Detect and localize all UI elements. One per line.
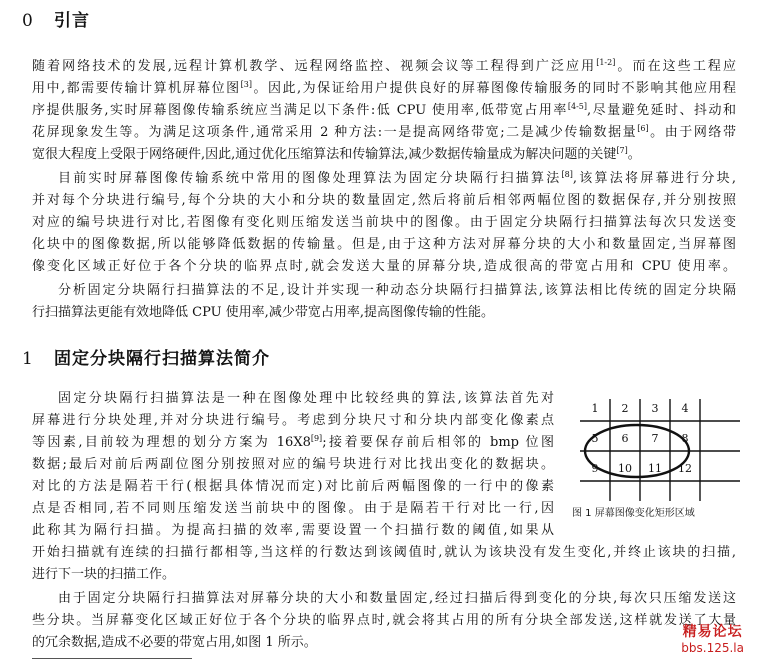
footnote-divider (32, 658, 192, 659)
text-line: 等因素,目前较为理想的划分方案为 16X8[9];接着要保存前后相邻的 bmp 位图 (32, 434, 554, 450)
text-line: 点是否相同,若不同则压缩发送当前块中的图像。由于是隔若干行对比一行,因 (32, 501, 554, 516)
text-line: 对比的方法是隔若干行(根据具体情况而定)对比前后两幅图像的一行中的像素 (32, 479, 554, 494)
text-line: 行扫描算法更能有效地降低 CPU 使用率,减少带宽占用率,提高图像传输的性能。 (32, 305, 494, 320)
section-title: 固定分块隔行扫描算法简介 (54, 349, 270, 369)
text-line: 像变化区域正好位于各个分块的临界点时,就会发送大量的屏幕分块,造成很高的带宽占用和 CPU 使用率。 (32, 259, 736, 274)
section-number: 1 (22, 349, 34, 369)
block-label: 12 (678, 462, 692, 475)
text-line: 并对每个分块进行编号,每个分块的大小和分块的数量固定,然后将前后相邻两幅位图的数据保存,并分别按照 (32, 193, 736, 208)
text-line: 此称其为隔行扫描。为提高扫描的效率,需要设置一个扫描行数的阈值,如果从 (32, 523, 554, 538)
text-line: 对应的编号块进行对比,若图像有变化则压缩发送当前块中的图像。由于固定分块隔行扫描算法每次只发送变 (32, 215, 736, 230)
block-label: 2 (621, 402, 629, 415)
text-line: 数据;最后对前后两副位图分别按照对应的编号块进行对比找出变化的数据块。 (32, 457, 554, 472)
figure-1-caption: 图 1 屏幕图像变化矩形区域 (572, 508, 695, 519)
watermark-title: 精易论坛 (682, 624, 743, 640)
block-label: 9 (591, 462, 599, 475)
section-0-heading (22, 6, 90, 31)
text-line: 分析固定分块隔行扫描算法的不足,设计并实现一种动态分块隔行扫描算法,该算法相比传统的固定分块隔 (58, 283, 736, 298)
block-label: 3 (651, 402, 659, 415)
block-label: 4 (681, 402, 689, 415)
block-label: 5 (591, 432, 599, 445)
text-line: 些分块。当屏幕变化区域正好位于各个分块的临界点时,就会将其占用的所有分块全部发送,这样就发送了大量 (32, 613, 736, 628)
text-line: 目前实时屏幕图像传输系统中常用的图像处理算法为固定分块隔行扫描算法[8],该算法将屏幕进行分块, (58, 170, 736, 186)
text-line: 化块中的图像数据,所以能够降低数据的传输量。但是,由于这种方法对屏幕分块的大小和数量固定,当屏幕图 (32, 237, 736, 252)
text-line: 固定分块隔行扫描算法是一种在图像处理中比较经典的算法,该算法首先对 (58, 391, 554, 406)
block-label: 7 (651, 432, 659, 445)
block-label: 1 (591, 402, 599, 415)
text-line: 由于固定分块隔行扫描算法对屏幕分块的大小和数量固定,经过扫描后得到变化的分块,每次只压缩发送这 (58, 591, 736, 606)
block-label: 11 (648, 462, 662, 475)
watermark-url: bbs.125.la (681, 641, 744, 655)
text-line: 序提供服务,实时屏幕图像传输系统应当满足以下条件:低 CPU 使用率,低带宽占用率[4-5],尽量避免延时、抖动和 (32, 102, 736, 118)
text-line: 进行下一块的扫描工作。 (32, 567, 176, 582)
text-line: 的冗余数据,造成不必要的带宽占用,如图 1 所示。 (32, 635, 317, 650)
text-line: 花屏现象发生等。为满足这项条件,通常采用 2 种方法:一是提高网络带宽;二是减少传输数据量[6]。由于网络带 (32, 124, 736, 140)
grid-lines (580, 399, 740, 501)
block-label: 10 (618, 462, 632, 475)
section-1-heading (22, 344, 270, 369)
text-line: 开始扫描就有连续的扫描行都相等,当这样的行数达到该阈值时,就认为该块没有发生变化,并终止该块的扫描, (32, 545, 736, 560)
block-label: 8 (681, 432, 689, 445)
text-line: 随着网络技术的发展,远程计算机教学、远程网络监控、视频会议等工程得到广泛应用[1-2]。而在这些工程应 (32, 58, 736, 74)
text-line: 宽很大程度上受限于网络硬件,因此,通过优化压缩算法和传输算法,减少数据传输量成为解决问题的关键[7]。 (32, 146, 641, 162)
figure-1-block-grid (572, 395, 748, 541)
section-title: 引言 (54, 11, 90, 31)
text-line: 用中,都需要传输计算机屏幕位图[3]。因此,为保证给用户提供良好的屏幕图像传输服务的同时不影响其他应用程 (32, 80, 736, 96)
forum-watermark (681, 624, 744, 656)
section-number: 0 (22, 11, 34, 31)
text-line: 屏幕进行分块处理,并对分块进行编号。考虑到分块尺寸和分块内部变化像素点 (32, 413, 554, 428)
block-label: 6 (621, 432, 629, 445)
